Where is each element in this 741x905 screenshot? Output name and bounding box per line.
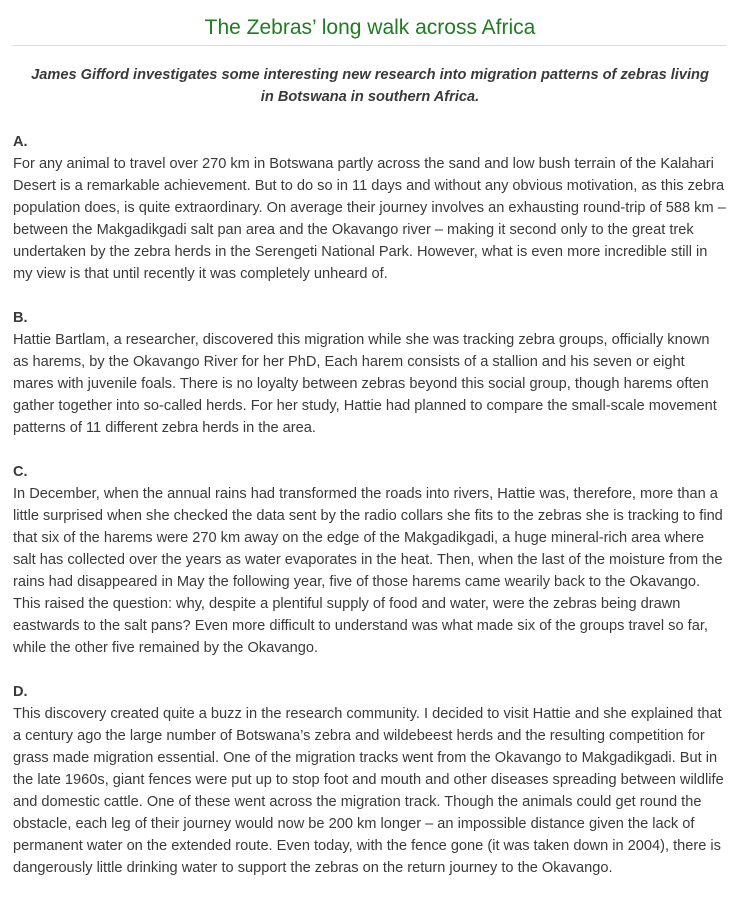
section-a [13, 131, 727, 285]
section-paragraph: For any animal to travel over 270 km in Botswana partly across the sand and low bush terrain of the Kalahari Desert is a remarkable achievement. But to do so in 11 days and without any obvious motivation, as this zebra population does, is quite extraordinary. On average their journey involves an exhausting round-trip of 588 km – between the Makgadikgadi salt pan area and the Okavango river – making it second only to the great trek undertaken by the zebra herds in the Serengeti National Park. However, what is even more incredible still in my view is that until recently it was completely unheard of. [13, 156, 726, 282]
title-divider [13, 45, 727, 46]
section-c [13, 461, 727, 659]
section-letter: A. [13, 134, 28, 150]
section-letter: C. [13, 464, 28, 480]
section-b [13, 307, 727, 439]
article-subtitle: James Gifford investigates some interesting new research into migration patterns of zebras living in Botswana in southern Africa. [31, 67, 709, 105]
section-letter: D. [13, 684, 28, 700]
section-letter: B. [13, 310, 28, 326]
article-title: The Zebras’ long walk across Africa [204, 16, 536, 39]
section-paragraph: This discovery created quite a buzz in the research community. I decided to visit Hattie and she explained that a century ago the large number of Botswana’s zebra and wildebeest herds and the resulting competition for grass made migration essential. One of the migration tracks went from the Okavango to Makgadikgadi. But in the late 1960s, giant fences were put up to stop foot and mouth and other diseases spreading between wildlife and domestic cattle. One of these went across the migration track. Though the animals could get round the obstacle, each leg of their journey would now be 200 km longer – an impossible distance given the lack of permanent water on the extended route. Even today, with the fence gone (it was taken down in 2004), there is dangerously little drinking water to support the zebras on the return journey to the Okavango. [13, 706, 724, 876]
section-paragraph: In December, when the annual rains had transformed the roads into rivers, Hattie was, therefore, more than a little surprised when she checked the data sent by the radio collars she fits to the zebras she is tracking to find that six of the harems were 270 km away on the edge of the Makgadikgadi, a huge mineral-rich area where salt has collected over the years as water evaporates in the heat. Then, when the last of the moisture from the rains had disappeared in May the following year, five of those harems came wearily back to the Okavango. This raised the question: why, despite a plentiful supply of food and water, were the zebras being drawn eastwards to the salt pans? Even more difficult to understand was what made six of the groups travel so far, while the other five remained by the Okavango. [13, 486, 723, 656]
section-paragraph: Hattie Bartlam, a researcher, discovered this migration while she was tracking zebra groups, officially known as harems, by the Okavango River for her PhD, Each harem consists of a stallion and his seven or eight mares with juvenile foals. There is no loyalty between zebras beyond this social group, though harems often gather together into so-called herds. For her study, Hattie had planned to compare the small-scale movement patterns of 11 different zebra herds in the area. [13, 332, 717, 436]
section-d [13, 681, 727, 879]
